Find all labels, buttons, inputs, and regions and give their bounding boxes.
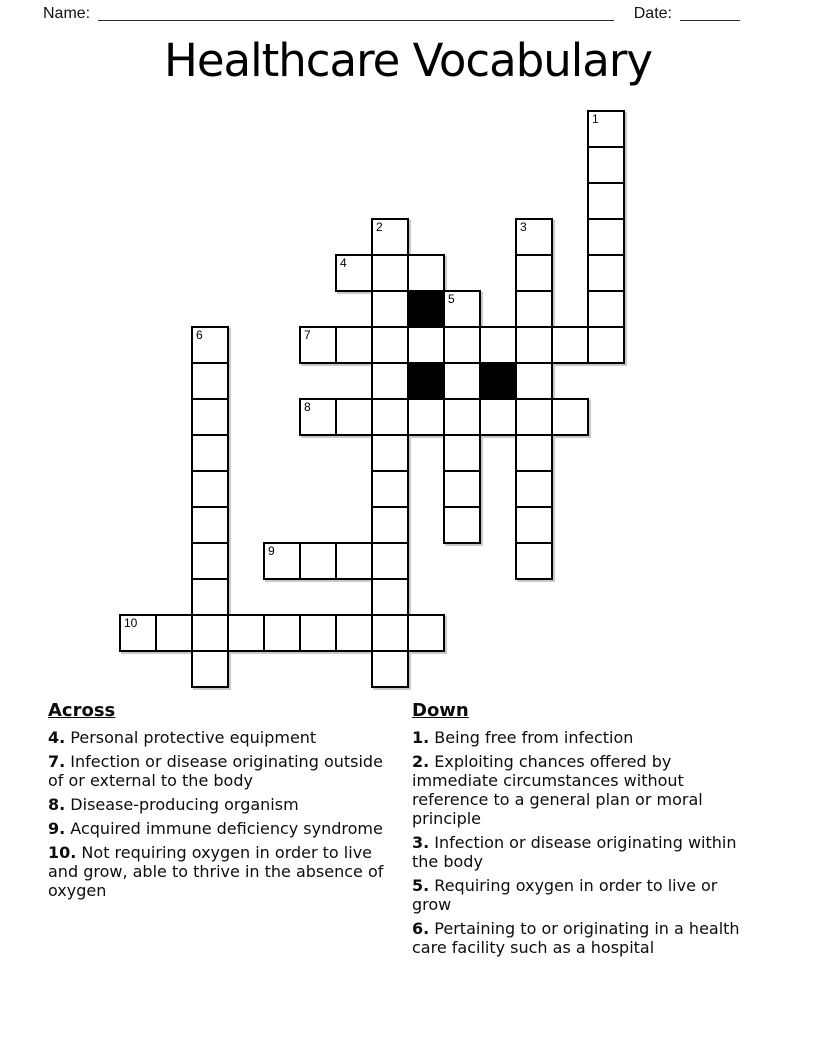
grid-cell[interactable] — [335, 326, 373, 364]
grid-cell[interactable] — [371, 218, 409, 256]
grid-cell[interactable] — [407, 254, 445, 292]
grid-cell[interactable] — [299, 398, 337, 436]
grid-cell[interactable] — [191, 470, 229, 508]
grid-cell[interactable] — [479, 398, 517, 436]
cell-number: 3 — [520, 220, 527, 234]
clue-across-10 — [48, 843, 386, 900]
clue-down-6 — [412, 919, 760, 957]
cell-number: 4 — [340, 256, 347, 270]
grid-cell[interactable] — [551, 398, 589, 436]
grid-cell[interactable] — [515, 398, 553, 436]
clue-text: Pertaining to or originating in a health care facility such as a hospital — [412, 919, 740, 957]
clue-text: Exploiting chances offered by immediate circumstances without reference to a general plan or moral principle — [412, 752, 703, 828]
grid-cell[interactable] — [191, 542, 229, 580]
cell-number: 8 — [304, 400, 311, 414]
clue-number: 1. — [412, 728, 430, 747]
clue-text: Personal protective equipment — [65, 728, 317, 747]
grid-cell[interactable] — [407, 614, 445, 652]
grid-cell[interactable] — [443, 434, 481, 472]
clue-text: Being free from infection — [429, 728, 634, 747]
clue-number: 9. — [48, 819, 66, 838]
clue-number: 6. — [412, 919, 430, 938]
grid-cell[interactable] — [371, 614, 409, 652]
date-label: Date: — [633, 5, 672, 22]
grid-cell[interactable] — [371, 290, 409, 328]
grid-cell[interactable] — [587, 110, 625, 148]
grid-black-cell — [479, 362, 517, 400]
clue-text: Disease-producing organism — [65, 795, 299, 814]
cell-number: 9 — [268, 544, 275, 558]
grid-cell[interactable] — [515, 434, 553, 472]
grid-cell[interactable] — [515, 362, 553, 400]
grid-cell[interactable] — [335, 614, 373, 652]
clue-down-2 — [412, 752, 760, 828]
clue-across-9 — [48, 819, 386, 838]
grid-cell[interactable] — [299, 614, 337, 652]
across-heading: Across — [48, 700, 116, 721]
grid-cell[interactable] — [587, 218, 625, 256]
grid-cell[interactable] — [263, 542, 301, 580]
grid-cell[interactable] — [227, 614, 265, 652]
clue-number: 5. — [412, 876, 430, 895]
grid-cell[interactable] — [371, 326, 409, 364]
clue-across-8 — [48, 795, 386, 814]
cell-number: 7 — [304, 328, 311, 342]
clue-across-7 — [48, 752, 386, 790]
clue-number: 3. — [412, 833, 430, 852]
grid-cell[interactable] — [587, 326, 625, 364]
clue-text: Infection or disease originating outside of or external to the body — [48, 752, 383, 790]
grid-cell[interactable] — [407, 398, 445, 436]
down-heading: Down — [412, 700, 469, 721]
grid-cell[interactable] — [407, 326, 445, 364]
grid-cell[interactable] — [587, 182, 625, 220]
name-label: Name: — [43, 5, 91, 22]
grid-cell[interactable] — [371, 362, 409, 400]
cell-number: 5 — [448, 292, 455, 306]
clue-text: Requiring oxygen in order to live or grow — [412, 876, 718, 914]
grid-cell[interactable] — [191, 614, 229, 652]
grid-cell[interactable] — [335, 542, 373, 580]
grid-black-cell — [407, 362, 445, 400]
grid-cell[interactable] — [515, 254, 553, 292]
grid-cell[interactable] — [587, 290, 625, 328]
clue-text: Acquired immune deficiency syndrome — [65, 819, 383, 838]
grid-cell[interactable] — [371, 506, 409, 544]
across-clue-list — [48, 728, 386, 900]
grid-cell[interactable] — [515, 470, 553, 508]
clue-number: 7. — [48, 752, 66, 771]
grid-cell[interactable] — [191, 434, 229, 472]
page-title: Healthcare Vocabulary — [163, 34, 653, 87]
down-clue-list — [412, 728, 760, 957]
cell-number: 2 — [376, 220, 383, 234]
across-clues-section — [48, 701, 386, 905]
grid-cell[interactable] — [155, 614, 193, 652]
grid-cell[interactable] — [443, 326, 481, 364]
grid-cell[interactable] — [587, 254, 625, 292]
grid-cell[interactable] — [335, 254, 373, 292]
grid-cell[interactable] — [191, 506, 229, 544]
grid-cell[interactable] — [263, 614, 301, 652]
grid-cell[interactable] — [299, 326, 337, 364]
grid-cell[interactable] — [443, 506, 481, 544]
grid-cell[interactable] — [371, 542, 409, 580]
grid-cell[interactable] — [371, 254, 409, 292]
grid-cell[interactable] — [443, 470, 481, 508]
grid-cell[interactable] — [191, 578, 229, 616]
grid-cell[interactable] — [371, 434, 409, 472]
clue-number: 8. — [48, 795, 66, 814]
grid-cell[interactable] — [515, 506, 553, 544]
clue-across-4 — [48, 728, 386, 747]
clue-down-3 — [412, 833, 760, 871]
grid-cell[interactable] — [551, 326, 589, 364]
grid-cell[interactable] — [335, 398, 373, 436]
down-clues-section — [412, 701, 760, 962]
grid-black-cell — [407, 290, 445, 328]
grid-cell[interactable] — [587, 146, 625, 184]
clue-text: Not requiring oxygen in order to live and grow, able to thrive in the absence of oxygen — [48, 843, 384, 900]
grid-cell[interactable] — [371, 650, 409, 688]
grid-cell[interactable] — [371, 470, 409, 508]
clue-number: 4. — [48, 728, 66, 747]
grid-cell[interactable] — [515, 326, 553, 364]
cell-number: 6 — [196, 328, 203, 342]
grid-cell[interactable] — [515, 218, 553, 256]
cell-number: 10 — [124, 616, 138, 630]
grid-cell[interactable] — [371, 578, 409, 616]
grid-cell[interactable] — [191, 650, 229, 688]
grid-cell[interactable] — [443, 362, 481, 400]
grid-cell[interactable] — [515, 542, 553, 580]
grid-cell[interactable] — [191, 326, 229, 364]
cell-number: 1 — [592, 112, 599, 126]
grid-cell[interactable] — [479, 326, 517, 364]
grid-cell[interactable] — [191, 362, 229, 400]
clue-number: 2. — [412, 752, 430, 771]
clue-number: 10. — [48, 843, 77, 862]
grid-cell[interactable] — [299, 542, 337, 580]
grid-cell[interactable] — [371, 398, 409, 436]
clue-text: Infection or disease originating within the body — [412, 833, 737, 871]
grid-cell[interactable] — [443, 398, 481, 436]
grid-cell[interactable] — [443, 290, 481, 328]
clue-down-5 — [412, 876, 760, 914]
clue-down-1 — [412, 728, 760, 747]
grid-cell[interactable] — [515, 290, 553, 328]
grid-cell[interactable] — [191, 398, 229, 436]
grid-cell[interactable] — [119, 614, 157, 652]
